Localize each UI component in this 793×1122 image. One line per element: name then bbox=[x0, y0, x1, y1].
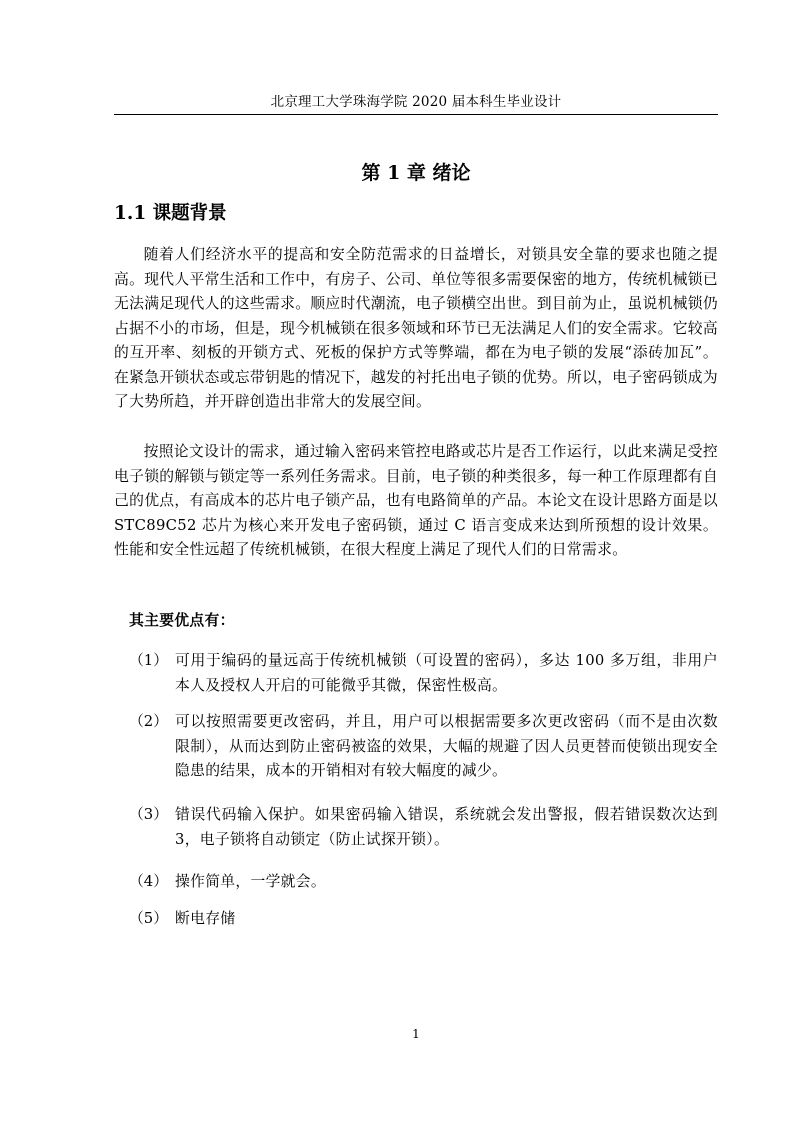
list-item-text: 可用于编码的量远高于传统机械锁（可设置的密码），多达 100 多万组，非用户本人及授权人开启的可能微乎其微，保密性极高。 bbox=[175, 652, 718, 694]
list-item bbox=[129, 710, 718, 784]
header-text: 北京理工大学珠海学院 2020 届本科生毕业设计 bbox=[270, 94, 562, 110]
list-item-text: 断电存储 bbox=[175, 910, 236, 927]
list-item-number: （2） bbox=[129, 713, 169, 730]
list-item-number: （3） bbox=[129, 806, 169, 823]
list-item-number: （4） bbox=[129, 873, 169, 890]
list-item-number: （5） bbox=[129, 910, 169, 927]
list-item-number: （1） bbox=[129, 652, 169, 669]
page-number: 1 bbox=[412, 1027, 420, 1041]
list-item bbox=[129, 803, 718, 852]
list-item bbox=[129, 870, 718, 895]
paragraph-background-2: 按照论文设计的需求，通过输入密码来管控电路或芯片是否工作运行，以此来满足受控电子锁的解锁与锁定等一系列任务需求。目前，电子锁的种类很多，每一种工作原理都有自己的优点，有高成本的芯片电子锁产品，也有电路简单的产品。本论文在设计思路方面是以 STC89C52 芯片为核心来开发电子密码锁，通过 C 语言变成来达到所预想的设计效果。性能和安全性远超了传统机械锁，在很大程度上满足了现代人们的日常需求。 bbox=[114, 443, 718, 558]
advantages-heading: 其主要优点有： bbox=[129, 612, 235, 629]
section-title: 1.1 课题背景 bbox=[114, 203, 227, 224]
page-header bbox=[114, 92, 718, 115]
list-item-text: 可以按照需要更改密码，并且，用户可以根据需要多次更改密码（而不是由次数限制），从而达到防止密码被盗的效果，大幅的规避了因人员更替而使锁出现安全隐患的结果，成本的开销相对有较大幅度的减少。 bbox=[175, 713, 718, 779]
list-item-text: 错误代码输入保护。如果密码输入错误，系统就会发出警报，假若错误数次达到 3，电子锁将自动锁定（防止试探开锁）。 bbox=[175, 806, 718, 848]
paragraph-background-1: 随着人们经济水平的提高和安全防范需求的日益增长，对锁具安全靠的要求也随之提高。现代人平常生活和工作中，有房子、公司、单位等很多需要保密的地方，传统机械锁已无法满足现代人的这些需求。顺应时代潮流，电子锁横空出世。到目前为止，虽说机械锁仍占据不小的市场，但是，现今机械锁在很多领域和环节已无法满足人们的安全需求。它较高的互开率、刻板的开锁方式、死板的保护方式等弊端，都在为电子锁的发展“添砖加瓦”。在紧急开锁状态或忘带钥匙的情况下，越发的衬托出电子锁的优势。所以，电子密码锁成为了大势所趋，并开辟创造出非常大的发展空间。 bbox=[114, 246, 718, 410]
list-item bbox=[129, 907, 718, 932]
chapter-title: 第 1 章 绪论 bbox=[361, 162, 471, 184]
list-item bbox=[129, 649, 718, 698]
list-item-text: 操作简单，一学就会。 bbox=[175, 873, 326, 890]
